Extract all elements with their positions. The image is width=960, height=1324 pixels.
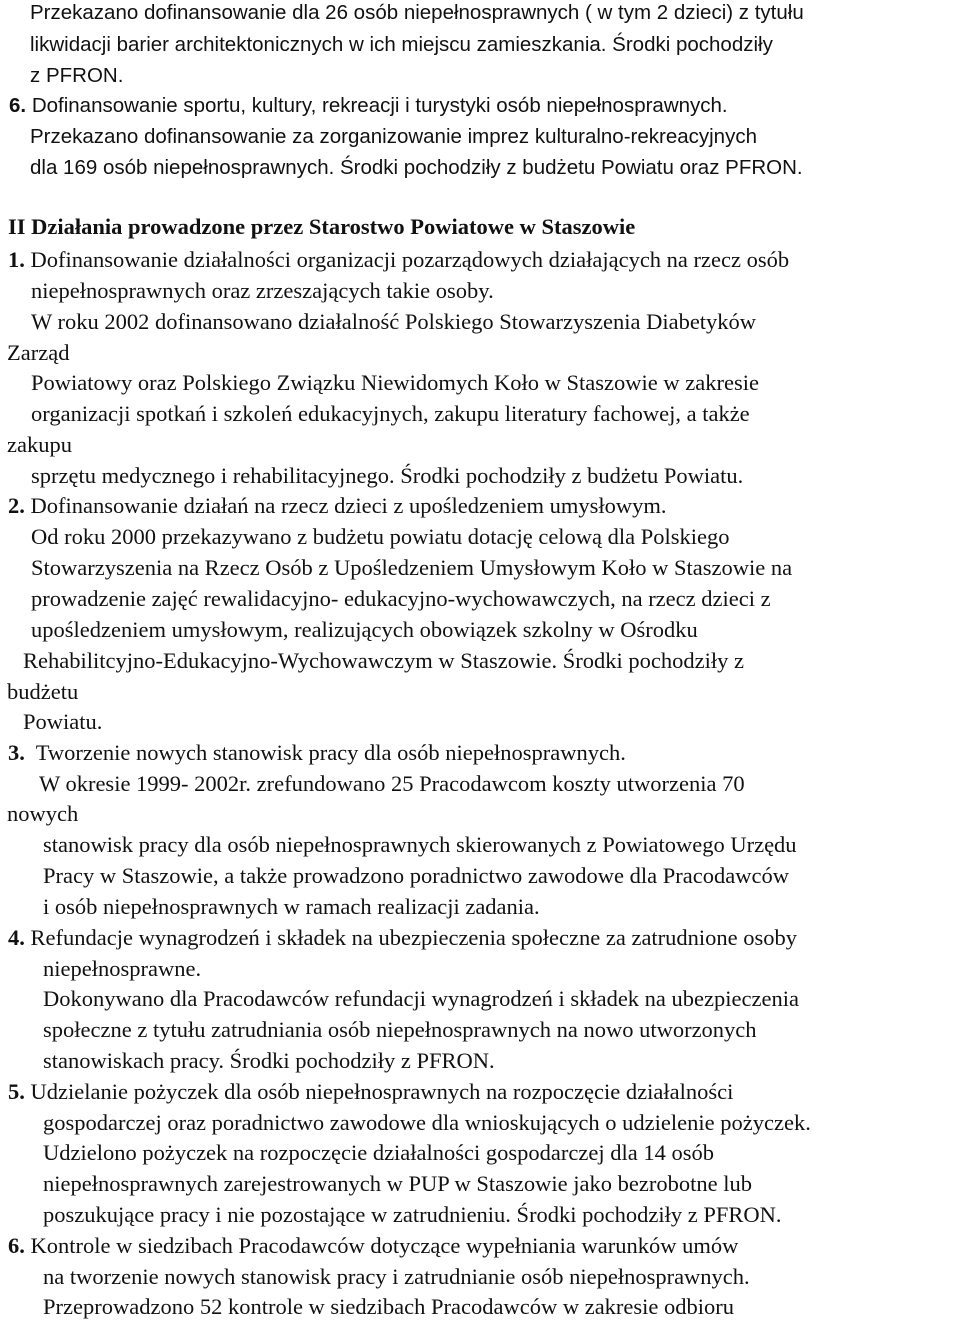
text-line: likwidacji barier architektonicznych w ich miejscu zamieszkania. Środki pochodziły xyxy=(30,33,773,56)
text-line: sprzętu medycznego i rehabilitacyjnego. Środki pochodziły z budżetu Powiatu. xyxy=(31,463,744,488)
text-line: organizacji spotkań i szkoleń edukacyjnych, zakupu literatury fachowej, a także xyxy=(31,401,750,426)
list-heading-text: Dofinansowanie działań na rzecz dzieci z upośledzeniem umysłowym. xyxy=(30,493,667,518)
list-item-heading xyxy=(8,1235,738,1258)
text-line: Zarząd xyxy=(7,340,70,365)
list-heading-text: Udzielanie pożyczek dla osób niepełnosprawnych na rozpoczęcie działalności xyxy=(30,1079,734,1104)
text-line: poszukujące pracy i nie pozostające w zatrudnieniu. Środki pochodziły z PFRON. xyxy=(43,1202,782,1227)
text-line: Powiatu. xyxy=(23,709,103,734)
list-number: 4. xyxy=(8,925,25,950)
section-heading: II Działania prowadzone przez Starostwo Powiatowe w Staszowie xyxy=(8,214,636,239)
text-line: Powiatowy oraz Polskiego Związku Niewidomych Koło w Staszowie w zakresie xyxy=(31,370,759,395)
list-number: 3. xyxy=(8,740,25,765)
list-number: 1. xyxy=(8,247,25,272)
text-line: niepełnosprawnych oraz zrzeszających takie osoby. xyxy=(31,278,494,303)
list-number: 6. xyxy=(9,94,27,117)
text-line: prowadzenie zajęć rewalidacyjno- edukacyjno-wychowawczych, na rzecz dzieci z xyxy=(31,586,771,611)
text-line: W roku 2002 dofinansowano działalność Polskiego Stowarzyszenia Diabetyków xyxy=(31,309,757,334)
text-line: Stowarzyszenia na Rzecz Osób z Upośledzeniem Umysłowym Koło w Staszowie na xyxy=(31,555,793,580)
list-item-heading xyxy=(8,495,667,518)
list-number: 5. xyxy=(8,1079,25,1104)
text-line: stanowisk pracy dla osób niepełnosprawnych skierowanych z Powiatowego Urzędu xyxy=(43,832,797,857)
text-line: upośledzeniem umysłowym, realizujących obowiązek szkolny w Ośrodku xyxy=(31,617,698,642)
list-item-heading xyxy=(8,927,797,950)
text-line: Dokonywano dla Pracodawców refundacji wynagrodzeń i składek na ubezpieczenia xyxy=(43,986,799,1011)
text-line: gospodarczej oraz poradnictwo zawodowe dla wnioskujących o udzielenie pożyczek. xyxy=(43,1110,811,1135)
list-heading-text: Refundacje wynagrodzeń i składek na ubezpieczenia społeczne za zatrudnione osoby xyxy=(30,925,798,950)
text-line: budżetu xyxy=(7,679,79,704)
text-line: Od roku 2000 przekazywano z budżetu powiatu dotację celową dla Polskiego xyxy=(31,524,730,549)
list-number: 6. xyxy=(8,1233,25,1258)
list-item-heading xyxy=(8,742,626,765)
list-heading-text: Dofinansowanie działalności organizacji pozarządowych działających na rzecz osób xyxy=(30,247,790,272)
text-line: W okresie 1999- 2002r. zrefundowano 25 Pracodawcom koszty utworzenia 70 xyxy=(39,771,745,796)
text-line: nowych xyxy=(7,801,79,826)
list-heading-text: Kontrole w siedzibach Pracodawców dotyczące wypełniania warunków umów xyxy=(30,1233,739,1258)
list-item-heading xyxy=(8,1081,733,1104)
text-line: Pracy w Staszowie, a także prowadzono poradnictwo zawodowe dla Pracodawców xyxy=(43,863,789,888)
text-line: dla 169 osób niepełnosprawnych. Środki pochodziły z budżetu Powiatu oraz PFRON. xyxy=(30,156,803,179)
text-line: Przeprowadzono 52 kontrole w siedzibach Pracodawców w zakresie odbioru xyxy=(43,1294,735,1319)
text-line: Przekazano dofinansowanie dla 26 osób niepełnosprawnych ( w tym 2 dzieci) z tytułu xyxy=(30,1,804,24)
list-heading-text: Dofinansowanie sportu, kultury, rekreacji i turystyki osób niepełnosprawnych. xyxy=(31,94,728,117)
list-number: 2. xyxy=(8,493,25,518)
text-line: Przekazano dofinansowanie za zorganizowanie imprez kulturalno-rekreacyjnych xyxy=(30,125,757,148)
list-heading-text: Tworzenie nowych stanowisk pracy dla osób niepełnosprawnych. xyxy=(35,740,626,765)
text-line: i osób niepełnosprawnych w ramach realizacji zadania. xyxy=(43,894,540,919)
list-item-heading xyxy=(9,96,728,117)
text-line: na tworzenie nowych stanowisk pracy i zatrudnianie osób niepełnosprawnych. xyxy=(43,1264,750,1289)
text-line: stanowiskach pracy. Środki pochodziły z PFRON. xyxy=(43,1048,495,1073)
text-line: niepełnosprawnych zarejestrowanych w PUP w Staszowie jako bezrobotne lub xyxy=(43,1171,752,1196)
text-line: Rehabilitcyjno-Edukacyjno-Wychowawczym w Staszowie. Środki pochodziły z xyxy=(23,648,744,673)
text-line: Udzielono pożyczek na rozpoczęcie działalności gospodarczej dla 14 osób xyxy=(43,1140,714,1165)
text-line: społeczne z tytułu zatrudniania osób niepełnosprawnych na nowo utworzonych xyxy=(43,1017,757,1042)
list-item-heading xyxy=(8,249,789,272)
text-line: zakupu xyxy=(7,432,72,457)
text-line: niepełnosprawne. xyxy=(43,956,202,981)
text-line: z PFRON. xyxy=(30,64,124,87)
